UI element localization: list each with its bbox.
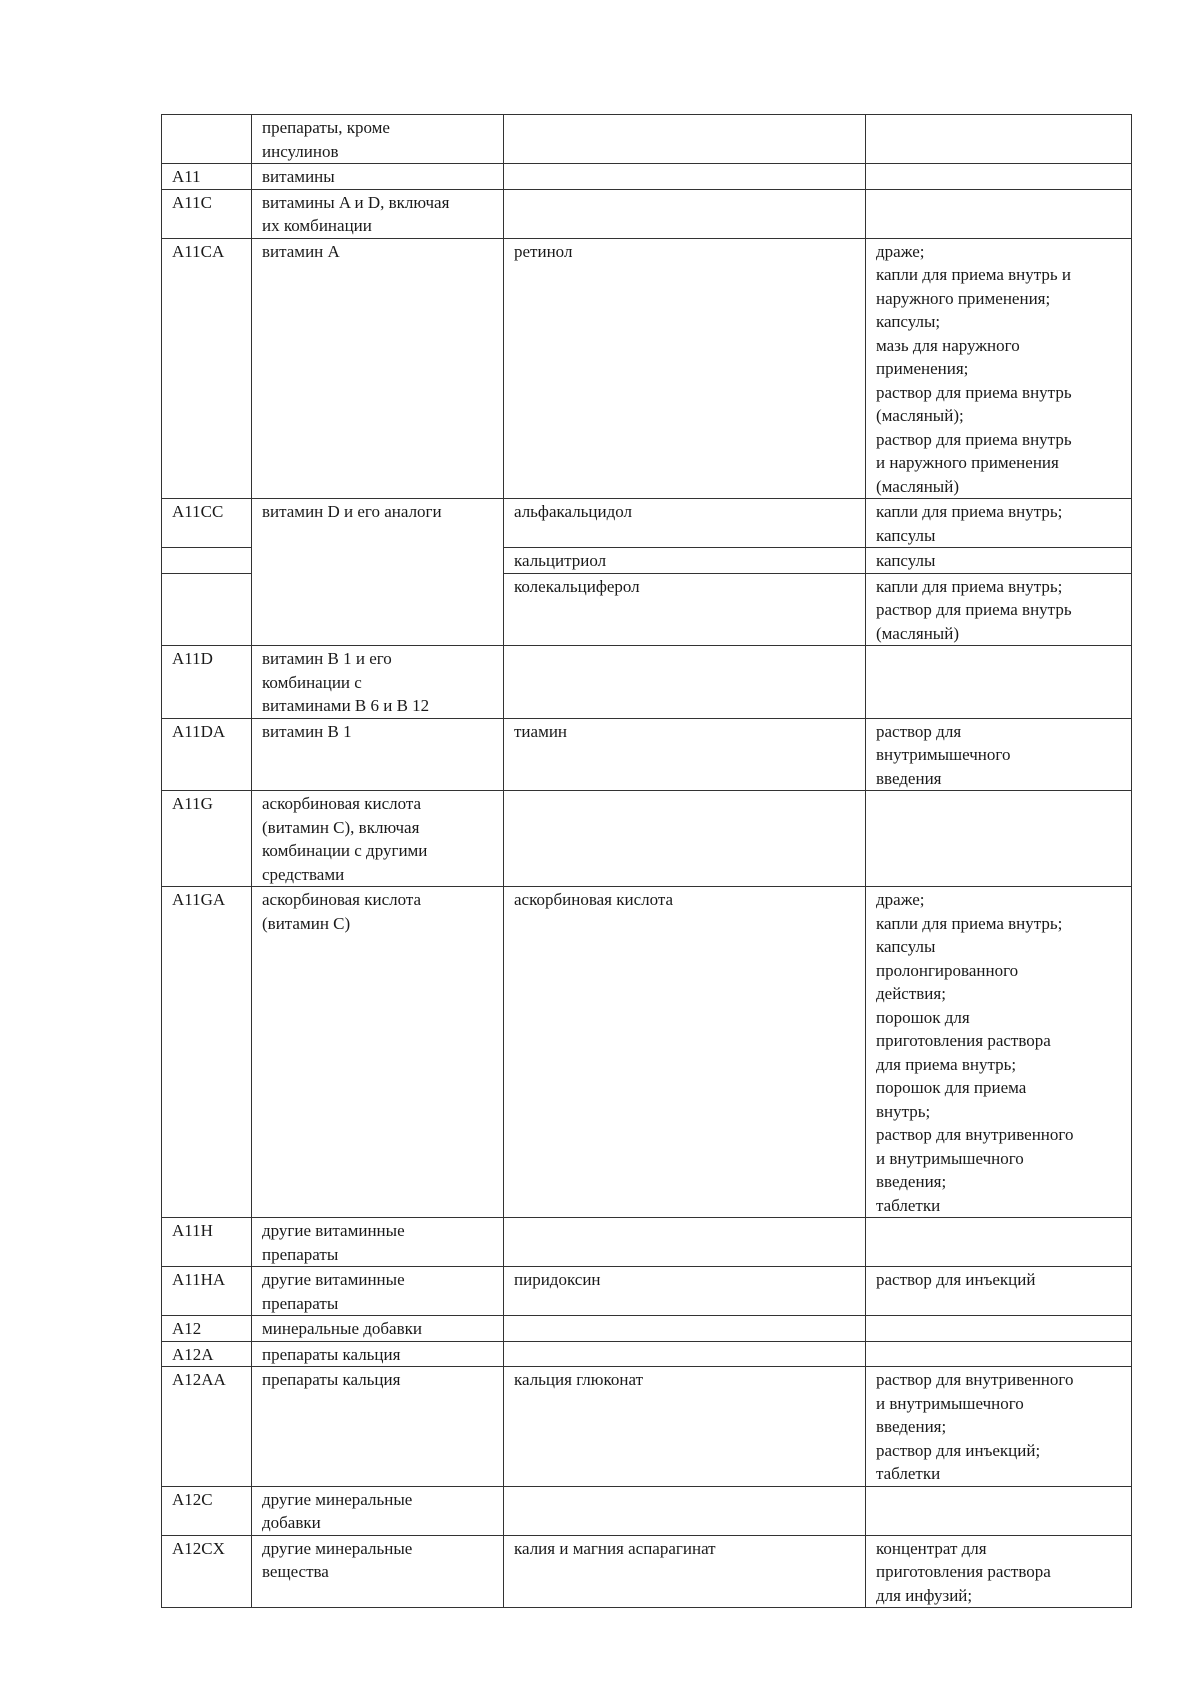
dosage-form-line: и внутримышечного [876, 1148, 1024, 1168]
group-name-line: витамин B 1 [262, 721, 352, 741]
group-name-cell [252, 1486, 504, 1535]
dosage-form-line: таблетки [876, 1464, 941, 1483]
dosage-form-line: приготовления раствора [876, 1562, 1051, 1581]
atc-code-cell: A11H [162, 1218, 252, 1267]
dosage-form-line: (масляный) [876, 623, 959, 643]
group-name-line: витамины A и D, включая [262, 192, 450, 212]
group-name-cell [252, 646, 504, 719]
table-row [162, 718, 1132, 791]
dosage-form-line: капли для приема внутрь; [876, 576, 1063, 596]
table-row [162, 1535, 1132, 1608]
table-row [162, 1367, 1132, 1487]
atc-code-cell: A11CC [162, 499, 252, 548]
dosage-form-line: капсулы; [876, 312, 941, 331]
dosage-form-line: и наружного применения [876, 453, 1059, 472]
group-name-line: добавки [262, 1513, 321, 1532]
group-name-line: (витамин C), включая [262, 817, 420, 837]
dosage-form-line: порошок для приема [876, 1078, 1027, 1097]
dosage-form-line: для приема внутрь; [876, 1054, 1017, 1074]
dosage-form-line: капли для приема внутрь и [876, 265, 1071, 284]
dosage-form-cell [866, 1367, 1132, 1487]
dosage-form-cell [866, 1316, 1132, 1342]
table-row [162, 646, 1132, 719]
group-name-line: витамин B 1 и его [262, 649, 392, 668]
group-name-line: препараты кальция [262, 1370, 401, 1389]
atc-code-cell: A12A [162, 1341, 252, 1367]
group-name-line: препараты [262, 1293, 339, 1313]
drug-name-cell: колекальциферол [504, 573, 866, 646]
dosage-form-line: капли для приема внутрь; [876, 913, 1063, 933]
dosage-form-line: введения; [876, 1172, 947, 1191]
table-row [162, 1486, 1132, 1535]
group-name-cell [252, 115, 504, 164]
group-name-line: препараты кальция [262, 1344, 401, 1364]
group-name-cell [252, 718, 504, 791]
dosage-form-line: внутримышечного [876, 745, 1011, 764]
atc-code-cell: A11GA [162, 887, 252, 1218]
group-name-cell [252, 499, 504, 646]
atc-code-cell: A11DA [162, 718, 252, 791]
group-name-line: аскорбиновая кислота [262, 890, 422, 909]
table-row [162, 164, 1132, 190]
group-name-line: препараты, кроме [262, 118, 390, 137]
group-name-line: витамины [262, 167, 335, 186]
drug-name-cell [504, 1341, 866, 1367]
group-name-cell [252, 1535, 504, 1608]
table-row [162, 1267, 1132, 1316]
dosage-form-cell [866, 499, 1132, 548]
drug-name-cell: ретинол [504, 238, 866, 499]
group-name-line: другие минеральные [262, 1538, 413, 1558]
dosage-form-line: капсулы [876, 525, 936, 545]
dosage-form-line: капли для приема внутрь; [876, 502, 1063, 521]
group-name-cell [252, 1367, 504, 1487]
group-name-line: витамин D и его аналоги [262, 502, 442, 521]
dosage-form-line: драже; [876, 890, 925, 909]
drug-name-cell [504, 189, 866, 238]
table-row [162, 887, 1132, 1218]
dosage-form-line: и внутримышечного [876, 1393, 1024, 1413]
table-row [162, 115, 1132, 164]
table-row [162, 1316, 1132, 1342]
group-name-cell [252, 1341, 504, 1367]
dosage-form-cell [866, 646, 1132, 719]
group-name-line: витамин A [262, 241, 340, 261]
atc-code-cell: A12AA [162, 1367, 252, 1487]
dosage-form-cell [866, 573, 1132, 646]
atc-code-cell [162, 548, 252, 574]
drug-name-cell [504, 646, 866, 719]
dosage-form-cell [866, 1218, 1132, 1267]
dosage-form-line: раствор для [876, 721, 962, 741]
drug-name-cell: кальция глюконат [504, 1367, 866, 1487]
dosage-form-line: концентрат для [876, 1538, 987, 1558]
drug-name-cell [504, 1316, 866, 1342]
table-row [162, 1218, 1132, 1267]
dosage-form-line: введения; [876, 1417, 947, 1436]
dosage-form-line: введения [876, 768, 942, 788]
group-name-line: (витамин C) [262, 913, 351, 933]
dosage-form-line: мазь для наружного [876, 335, 1020, 355]
group-name-line: комбинации с другими [262, 841, 428, 860]
atc-code-cell: A11HA [162, 1267, 252, 1316]
dosage-form-line: таблетки [876, 1195, 941, 1215]
atc-code-cell: A11D [162, 646, 252, 719]
table-row [162, 238, 1132, 499]
atc-code-cell: A11CA [162, 238, 252, 499]
group-name-cell [252, 1267, 504, 1316]
group-name-cell [252, 1316, 504, 1342]
dosage-form-line: наружного применения; [876, 288, 1051, 308]
dosage-form-line: капсулы [876, 937, 936, 956]
drug-name-cell: калия и магния аспарагинат [504, 1535, 866, 1608]
dosage-form-cell [866, 164, 1132, 190]
dosage-form-line: раствор для приема внутрь [876, 429, 1072, 449]
atc-code-cell: A11G [162, 791, 252, 887]
dosage-form-line: раствор для внутривенного [876, 1125, 1074, 1144]
group-name-line: другие витаминные [262, 1221, 405, 1240]
dosage-form-line: для инфузий; [876, 1585, 973, 1605]
table-row [162, 499, 1132, 548]
drug-name-cell [504, 1218, 866, 1267]
drug-classification-table [161, 114, 1132, 1608]
dosage-form-cell [866, 1341, 1132, 1367]
dosage-form-cell [866, 1535, 1132, 1608]
table-row [162, 1341, 1132, 1367]
dosage-form-line: раствор для приема внутрь [876, 382, 1072, 402]
dosage-form-cell [866, 887, 1132, 1218]
dosage-form-line: действия; [876, 984, 946, 1003]
group-name-line: другие витаминные [262, 1270, 405, 1289]
atc-code-cell [162, 573, 252, 646]
group-name-cell [252, 1218, 504, 1267]
group-name-cell [252, 238, 504, 499]
group-name-cell [252, 791, 504, 887]
group-name-cell [252, 164, 504, 190]
group-name-line: аскорбиновая кислота [262, 794, 422, 813]
drug-name-cell: тиамин [504, 718, 866, 791]
dosage-form-line: применения; [876, 359, 969, 378]
group-name-line: вещества [262, 1562, 329, 1581]
dosage-form-line: пролонгированного [876, 960, 1019, 980]
group-name-cell [252, 189, 504, 238]
dosage-form-cell [866, 1486, 1132, 1535]
group-name-line: препараты [262, 1244, 339, 1264]
group-name-line: их комбинации [262, 216, 372, 235]
dosage-form-line: приготовления раствора [876, 1031, 1051, 1050]
dosage-form-line: раствор для инъекций [876, 1270, 1036, 1289]
group-name-line: инсулинов [262, 141, 339, 161]
group-name-line: другие минеральные [262, 1489, 413, 1509]
atc-code-cell: A12C [162, 1486, 252, 1535]
dosage-form-cell [866, 718, 1132, 791]
atc-code-cell: A11 [162, 164, 252, 190]
drug-name-cell: кальцитриол [504, 548, 866, 574]
dosage-form-line: раствор для приема внутрь [876, 600, 1072, 619]
group-name-cell [252, 887, 504, 1218]
atc-code-cell: A12CX [162, 1535, 252, 1608]
table-row [162, 791, 1132, 887]
dosage-form-line: порошок для [876, 1007, 970, 1027]
drug-name-cell [504, 1486, 866, 1535]
dosage-form-cell [866, 115, 1132, 164]
drug-name-cell [504, 164, 866, 190]
drug-name-cell [504, 791, 866, 887]
dosage-form-line: (масляный) [876, 476, 959, 496]
dosage-form-line: (масляный); [876, 406, 964, 425]
dosage-form-cell [866, 189, 1132, 238]
atc-code-cell [162, 115, 252, 164]
dosage-form-line: внутрь; [876, 1101, 931, 1121]
atc-code-cell: A11C [162, 189, 252, 238]
dosage-form-cell [866, 548, 1132, 574]
dosage-form-cell [866, 238, 1132, 499]
group-name-line: витаминами B 6 и B 12 [262, 696, 430, 715]
atc-code-cell: A12 [162, 1316, 252, 1342]
table-body [162, 115, 1132, 1608]
table-row [162, 189, 1132, 238]
dosage-form-cell [866, 791, 1132, 887]
group-name-line: комбинации с [262, 672, 362, 692]
drug-name-cell: аскорбиновая кислота [504, 887, 866, 1218]
dosage-form-line: раствор для внутривенного [876, 1370, 1074, 1389]
dosage-form-cell [866, 1267, 1132, 1316]
dosage-form-line: капсулы [876, 551, 936, 570]
drug-name-cell: альфакальцидол [504, 499, 866, 548]
dosage-form-line: раствор для инъекций; [876, 1440, 1041, 1460]
drug-name-cell [504, 115, 866, 164]
group-name-line: средствами [262, 864, 345, 884]
group-name-line: минеральные добавки [262, 1319, 422, 1338]
dosage-form-line: драже; [876, 241, 925, 261]
drug-name-cell: пиридоксин [504, 1267, 866, 1316]
